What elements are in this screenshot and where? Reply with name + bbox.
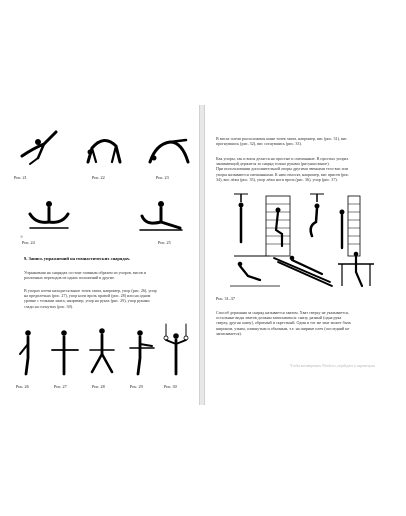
figures-31-37: [230, 192, 380, 292]
figure-25: [136, 198, 186, 238]
figure-22: [82, 132, 126, 166]
section-heading: 9. Запись упражнений на гимнастических снарядах.: [24, 256, 131, 261]
caption-22: Рис. 22: [92, 175, 105, 180]
text-line: 34), вис лёжа (рис. 35), упор лёжа ноги врозь (рис. 36), упор (рис. 37).: [216, 176, 338, 182]
caption-30: Рис. 30: [164, 384, 177, 389]
text-line: Как упоры, так и висы делятся на простые и смешанные. В простых упорах: [216, 156, 349, 161]
text-line: Упражнения на снарядах состоят главным образом из упоров, висов и: [24, 270, 146, 275]
text-line: сверху, другая снизу), обратный и скрестный. Один и тот же хват может быть: [216, 320, 352, 326]
text-line: занимающий держится за снаряд только руками (рисунки выше).: [216, 161, 330, 167]
paragraph-intro: [24, 270, 146, 280]
figure-30: [160, 322, 192, 378]
right-page: [210, 110, 396, 400]
text-line: остальные виды хватов должны записываться: снизу, разный (одна рука: [216, 315, 342, 321]
figure-23: [146, 136, 192, 166]
paragraph-hangs: [216, 136, 347, 146]
text-line: При использовании дополнительной опоры другими звеньями тело вис или: [216, 166, 349, 172]
text-line: В упорах плечи находятся выше точек хвата, например, упор (рис. 26), упор: [24, 288, 157, 293]
caption-25: Рис. 25: [158, 240, 171, 245]
figure-28: [86, 326, 118, 378]
text-line: уровне с точками хвата, например, упор на руках (рис. 29), упор руками: [24, 298, 150, 304]
text-line: широким, узким, сомкнутым и обычным, т.е. на ширине плеч (последний не: [216, 325, 350, 331]
caption-23: Рис. 23: [156, 175, 169, 180]
text-line: прогнувшись (рис. 32), вис согнувшись (рис. 33).: [216, 141, 302, 147]
text-line: Способ держания за снаряд называется хватом. Хват сверху не указывается,: [216, 310, 349, 315]
anchor-icon: ⊕: [20, 234, 24, 239]
caption-27: Рис. 27: [54, 384, 67, 389]
figure-21: [14, 128, 64, 168]
figure-26: [16, 328, 40, 378]
caption-28: Рис. 28: [92, 384, 105, 389]
text-line: сзади на согнутых (рис. 30).: [24, 303, 74, 309]
caption-29: Рис. 29: [130, 384, 143, 389]
text-line: различных переходов из одних положений в другие.: [24, 275, 115, 281]
paragraph-simple-mixed: [216, 156, 349, 182]
paragraph-grips: [216, 310, 351, 336]
caption-31-37: Рис. 31–37: [216, 296, 235, 301]
figure-29: [126, 328, 156, 378]
text-line: упоры называются смешанными. К ним относят, например, вис присев (рис.: [216, 171, 350, 177]
paragraph-supports: [24, 288, 157, 309]
caption-26: Рис. 26: [16, 384, 29, 389]
text-line: на предплечьях (рис. 27), упор ноги врозь правой (рис. 28) или на одном: [24, 293, 151, 299]
text-line: записывается).: [216, 330, 242, 336]
activation-watermark: Чтобы активировать Windows, перейдите к параметрам: [290, 364, 375, 368]
text-line: В висах плечи расположены ниже точек хвата, например, вис (рис. 31), вис: [216, 136, 347, 141]
figure-24: [24, 198, 74, 238]
figure-27: [50, 328, 80, 378]
caption-21: Рис. 21: [14, 175, 27, 180]
caption-24: Рис. 24: [22, 240, 35, 245]
page-gutter: [199, 105, 205, 405]
left-page: [10, 110, 195, 400]
